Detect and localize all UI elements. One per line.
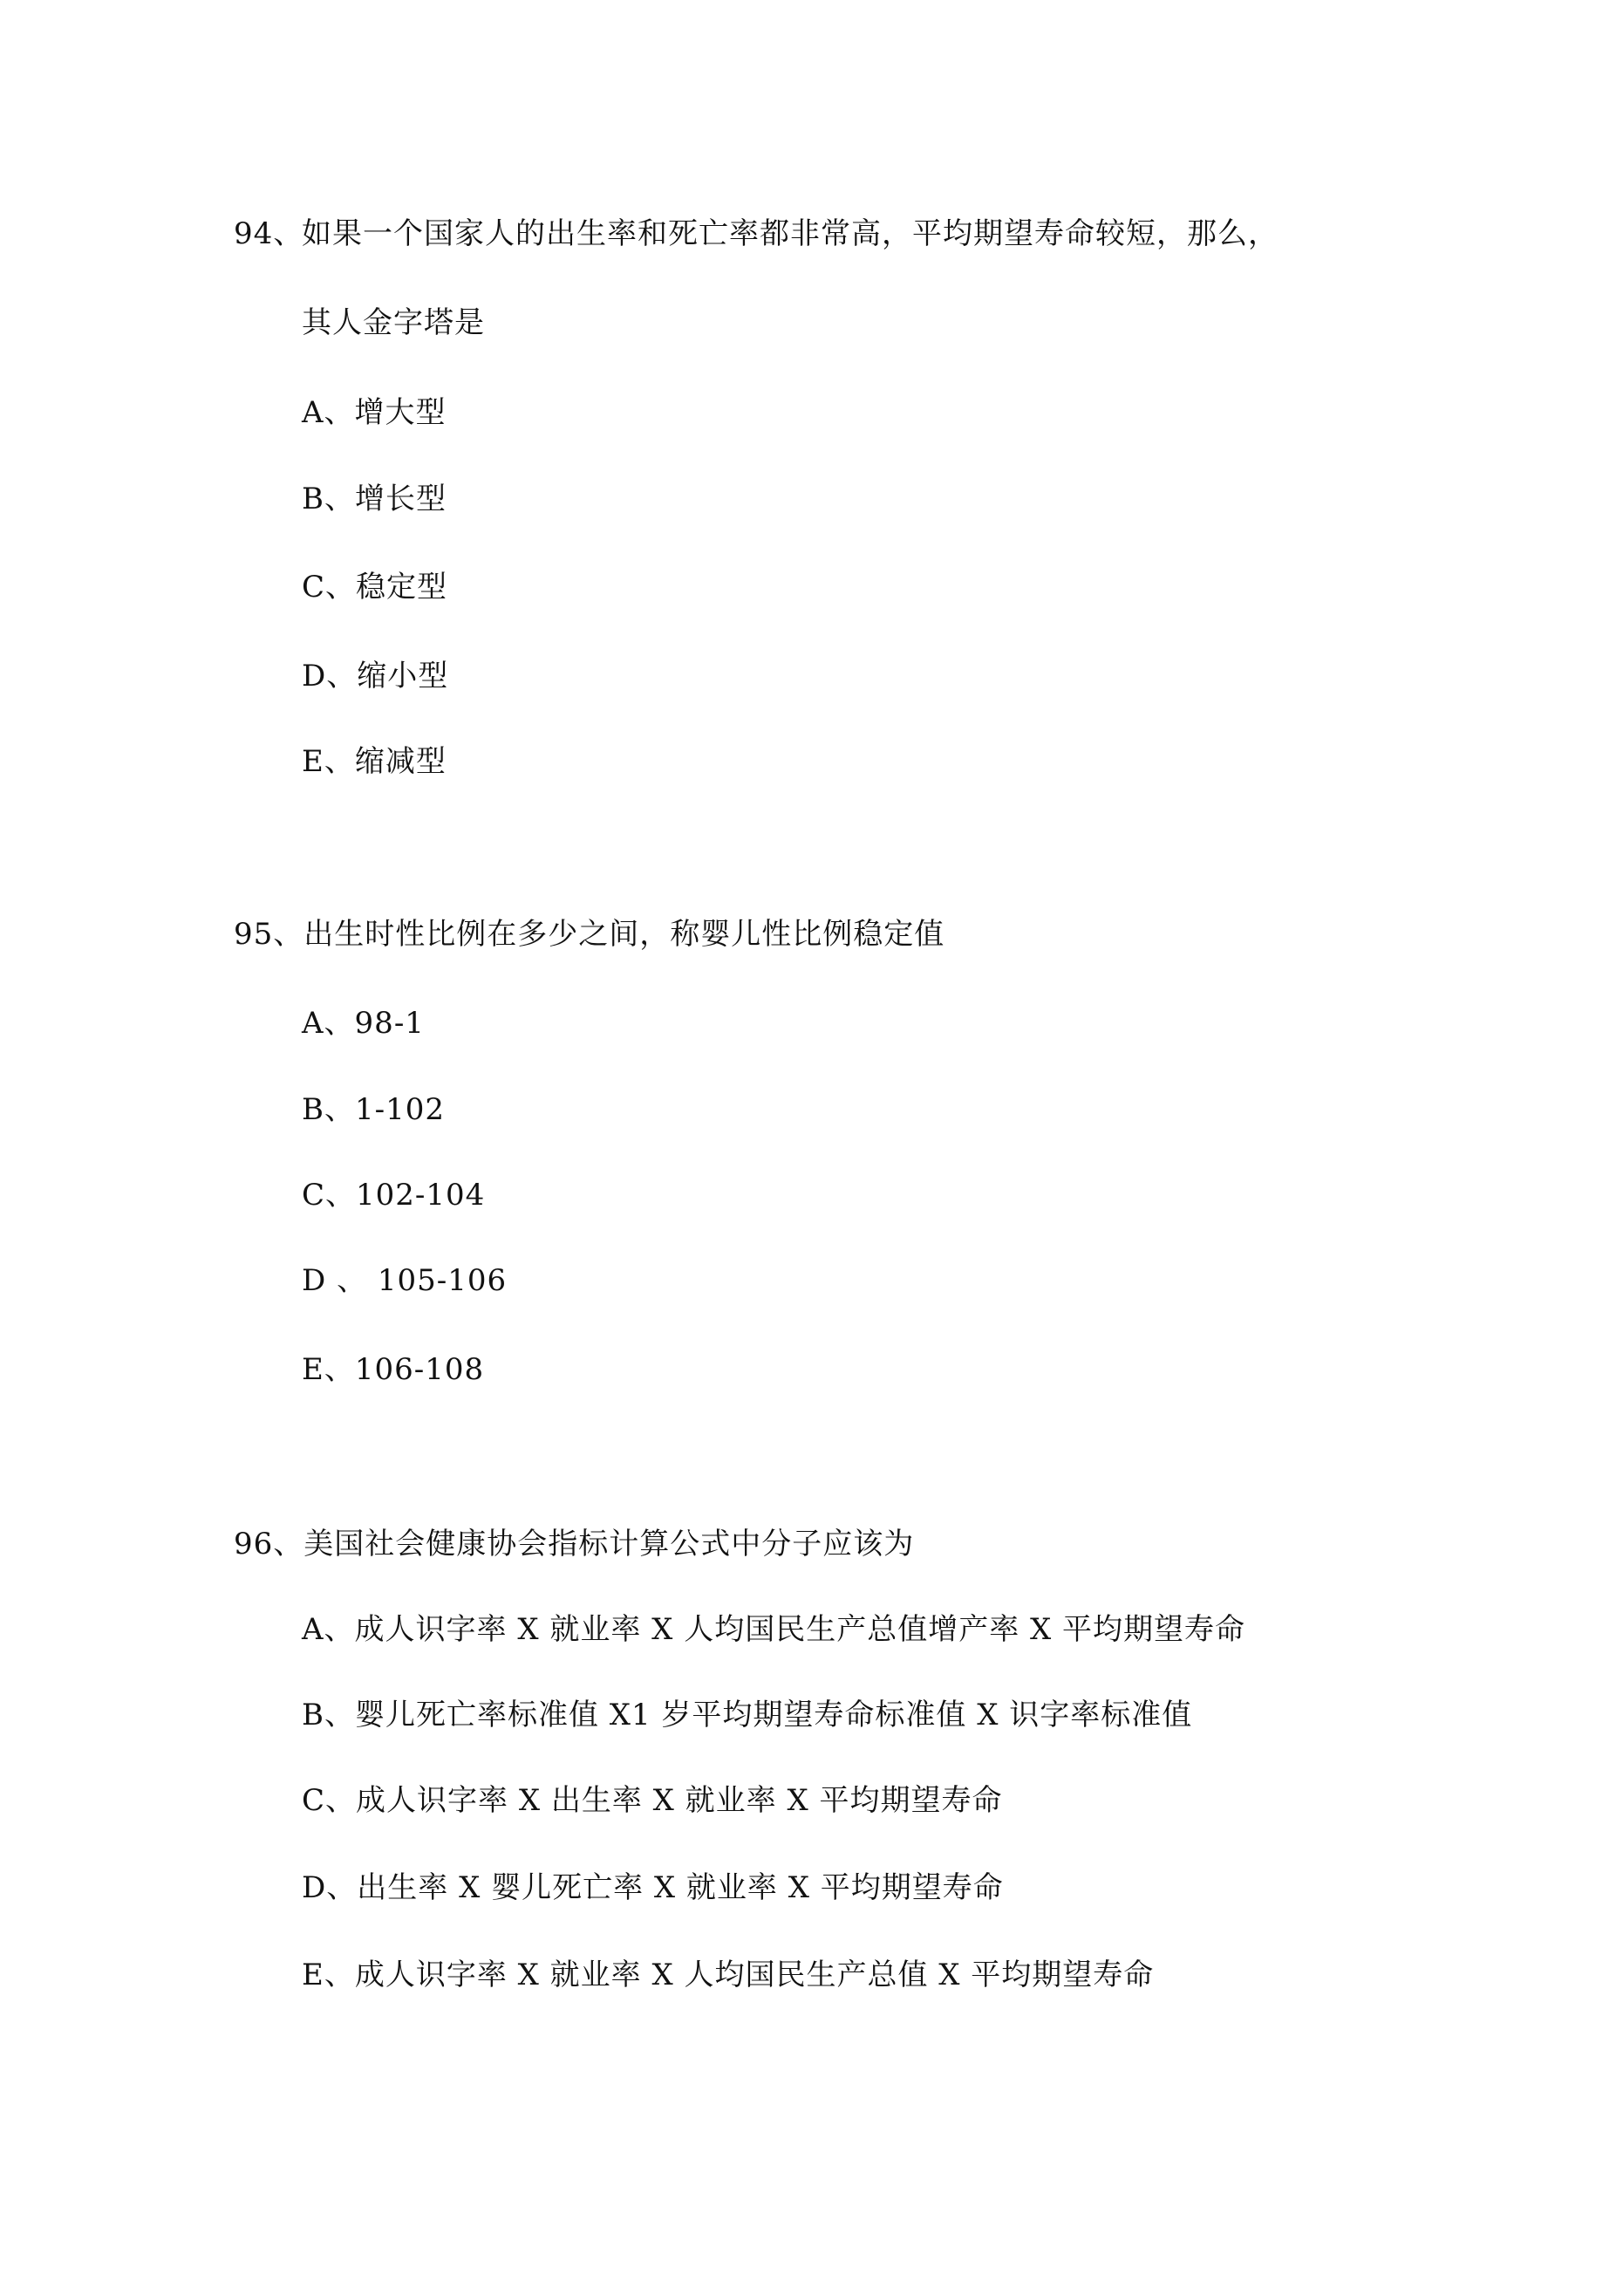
question-96-option-c: C、成人识字率 X 出生率 X 就业率 X 平均期望寿命: [302, 1783, 1003, 1818]
question-95-option-a: A、98-1: [302, 1006, 425, 1041]
question-94-number: 94、: [234, 216, 304, 251]
question-96-heading: 96、美国社会健康协会指标计算公式中分子应该为: [234, 1527, 915, 1561]
question-95-heading: 95、出生时性比例在多少之间，称婴儿性比例稳定值: [234, 917, 945, 952]
question-95-option-e: E、106-108: [302, 1352, 485, 1387]
question-95-option-d: D 、 105-106: [302, 1263, 508, 1298]
question-94-option-c: C、稳定型: [302, 570, 448, 605]
question-94-text-line2: 其人金字塔是: [302, 305, 485, 340]
question-95-option-c: C、102-104: [302, 1178, 486, 1213]
question-96-option-d: D、出生率 X 婴儿死亡率 X 就业率 X 平均期望寿命: [302, 1870, 1004, 1905]
question-94-text-line1: 如果一个国家人的出生率和死亡率都非常高，平均期望寿命较短，那么，: [302, 216, 1279, 251]
question-94-option-a: A、增大型: [302, 395, 447, 430]
question-95-option-b: B、1-102: [302, 1092, 446, 1127]
question-94-option-e: E、缩减型: [302, 744, 447, 779]
question-96-option-e: E、成人识字率 X 就业率 X 人均国民生产总值 X 平均期望寿命: [302, 1958, 1155, 1992]
question-96-option-b: B、婴儿死亡率标准值 X1 岁平均期望寿命标准值 X 识字率标准值: [302, 1698, 1193, 1732]
question-94-option-d: D、缩小型: [302, 659, 449, 694]
question-94-option-b: B、增长型: [302, 482, 447, 516]
question-96-option-a: A、成人识字率 X 就业率 X 人均国民生产总值增产率 X 平均期望寿命: [302, 1612, 1246, 1647]
